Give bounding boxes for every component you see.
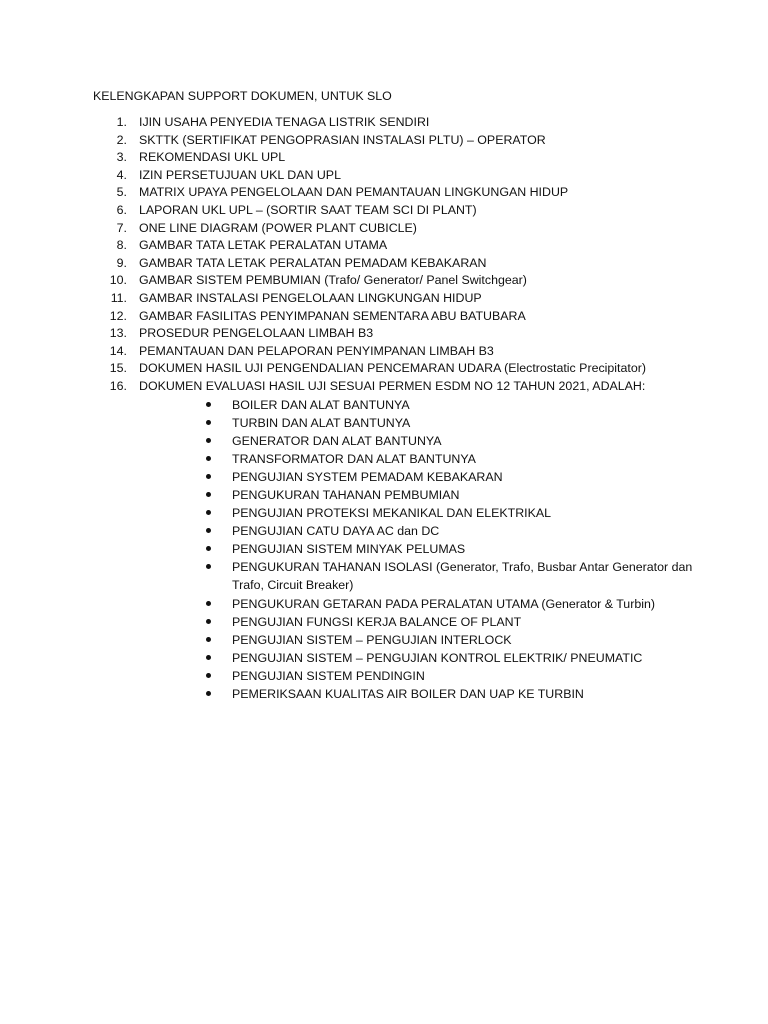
item-number: 2. — [116, 132, 127, 147]
item-text: IJIN USAHA PENYEDIA TENAGA LISTRIK SENDIRI — [139, 115, 430, 129]
bullet-item — [185, 504, 702, 522]
item-number: 16. — [109, 378, 127, 393]
item-number: 15. — [109, 361, 127, 376]
item-text: DOKUMEN EVALUASI HASIL UJI SESUAI PERMEN ESDM NO 12 TAHUN 2021, ADALAH: — [139, 378, 646, 393]
item-text: PROSEDUR PENGELOLAAN LIMBAH B3 — [139, 326, 374, 341]
list-item — [93, 220, 713, 238]
bullet-icon — [206, 655, 211, 660]
list-item — [93, 378, 713, 703]
list-item — [93, 360, 713, 378]
bullet-icon — [206, 510, 211, 515]
item-number: 11. — [110, 290, 127, 305]
bullet-icon — [206, 601, 211, 606]
bullet-text: BOILER DAN ALAT BANTUNYA — [232, 397, 410, 412]
bullet-text: PENGUJIAN SISTEM PENDINGIN — [232, 668, 425, 683]
item-text: DOKUMEN HASIL UJI PENGENDALIAN PENCEMARAN UDARA (Electrostatic Precipitator) — [139, 361, 646, 376]
bullet-text: PENGUKURAN GETARAN PADA PERALATAN UTAMA (Generator & Turbin) — [232, 596, 655, 611]
numbered-list — [93, 114, 713, 703]
bullet-text: PENGUJIAN SISTEM – PENGUJIAN INTERLOCK — [232, 632, 512, 647]
item-number: 1. — [116, 115, 127, 129]
bullet-text: PENGUJIAN FUNGSI KERJA BALANCE OF PLANT — [232, 614, 522, 629]
bullet-icon — [206, 402, 211, 407]
bullet-text: PENGUKURAN TAHANAN PEMBUMIAN — [232, 487, 460, 502]
list-item — [93, 114, 713, 132]
bullet-item — [185, 631, 702, 649]
bullet-text: PENGUJIAN CATU DAYA AC dan DC — [232, 524, 440, 539]
bullet-icon — [206, 474, 211, 479]
item-number: 12. — [109, 308, 127, 323]
item-text: MATRIX UPAYA PENGELOLAAN DAN PEMANTAUAN LINGKUNGAN HIDUP — [139, 185, 569, 200]
bullet-icon — [206, 492, 211, 497]
list-item — [93, 343, 713, 361]
list-item — [93, 184, 713, 202]
item-number: 5. — [116, 185, 127, 200]
bullet-icon — [206, 438, 211, 443]
item-number: 3. — [116, 150, 127, 165]
bullet-icon — [206, 673, 211, 678]
bullet-item — [185, 667, 702, 685]
bullet-item — [185, 558, 702, 594]
item-text: IZIN PERSETUJUAN UKL DAN UPL — [139, 167, 341, 182]
item-text: ONE LINE DIAGRAM (POWER PLANT CUBICLE) — [139, 220, 417, 235]
bullet-icon — [206, 546, 211, 551]
item-number: 7. — [116, 220, 127, 235]
bullet-item — [185, 414, 702, 432]
bullet-icon — [206, 528, 211, 533]
bullet-text: TRANSFORMATOR DAN ALAT BANTUNYA — [232, 451, 476, 466]
list-item — [93, 325, 713, 343]
item-number: 6. — [116, 202, 127, 217]
item-text: GAMBAR TATA LETAK PERALATAN PEMADAM KEBAKARAN — [139, 255, 487, 270]
list-item — [93, 237, 713, 255]
item-text: PEMANTAUAN DAN PELAPORAN PENYIMPANAN LIMBAH B3 — [139, 343, 494, 358]
bullet-icon — [206, 564, 211, 569]
bullet-icon — [206, 691, 211, 696]
bullet-item — [185, 522, 702, 540]
bullet-icon — [206, 456, 211, 461]
item-text: GAMBAR FASILITAS PENYIMPANAN SEMENTARA ABU BATUBARA — [139, 308, 526, 323]
bullet-item — [185, 595, 702, 613]
item-text: GAMBAR INSTALASI PENGELOLAAN LINGKUNGAN HIDUP — [139, 290, 482, 305]
list-item — [93, 149, 713, 167]
list-item — [93, 308, 713, 326]
bullet-item — [185, 432, 702, 450]
item-number: 13. — [109, 326, 127, 341]
bullet-text: PENGUJIAN SYSTEM PEMADAM KEBAKARAN — [232, 469, 503, 484]
item-text: LAPORAN UKL UPL – (SORTIR SAAT TEAM SCI DI PLANT) — [139, 202, 477, 217]
item-number: 9. — [116, 255, 127, 270]
bullet-item — [185, 486, 702, 504]
item-text: GAMBAR TATA LETAK PERALATAN UTAMA — [139, 238, 388, 253]
list-item — [93, 272, 713, 290]
item-number: 8. — [116, 238, 127, 253]
bullet-icon — [206, 637, 211, 642]
bullet-text: PENGUJIAN SISTEM MINYAK PELUMAS — [232, 542, 466, 557]
bullet-item — [185, 685, 702, 703]
bullet-icon — [206, 420, 211, 425]
bullet-icon — [206, 619, 211, 624]
bullet-list — [139, 396, 713, 704]
item-text: REKOMENDASI UKL UPL — [139, 150, 286, 165]
item-number: 14. — [109, 343, 127, 358]
bullet-text: PEMERIKSAAN KUALITAS AIR BOILER DAN UAP KE TURBIN — [232, 687, 584, 701]
item-number: 10. — [109, 273, 127, 288]
item-text: SKTTK (SERTIFIKAT PENGOPRASIAN INSTALASI PLTU) – OPERATOR — [139, 132, 546, 147]
bullet-item — [185, 468, 702, 486]
bullet-text: PENGUKURAN TAHANAN ISOLASI (Generator, Trafo, Busbar Antar Generator dan Trafo, Circuit Breaker) — [232, 560, 693, 593]
bullet-text: PENGUJIAN PROTEKSI MEKANIKAL DAN ELEKTRIKAL — [232, 506, 552, 521]
bullet-item — [185, 613, 702, 631]
list-item — [93, 290, 713, 308]
bullet-text: GENERATOR DAN ALAT BANTUNYA — [232, 433, 442, 448]
document-heading: KELENGKAPAN SUPPORT DOKUMEN, UNTUK SLO — [93, 89, 392, 103]
item-text: GAMBAR SISTEM PEMBUMIAN (Trafo/ Generator/ Panel Switchgear) — [139, 273, 527, 288]
list-item — [93, 202, 713, 220]
list-item — [93, 132, 713, 150]
bullet-text: TURBIN DAN ALAT BANTUNYA — [232, 415, 411, 430]
bullet-item — [185, 540, 702, 558]
bullet-item — [185, 450, 702, 468]
list-item — [93, 255, 713, 273]
bullet-item — [185, 649, 702, 667]
bullet-text: PENGUJIAN SISTEM – PENGUJIAN KONTROL ELEKTRIK/ PNEUMATIC — [232, 650, 643, 665]
item-number: 4. — [116, 167, 127, 182]
bullet-item — [185, 396, 702, 414]
list-item — [93, 167, 713, 185]
